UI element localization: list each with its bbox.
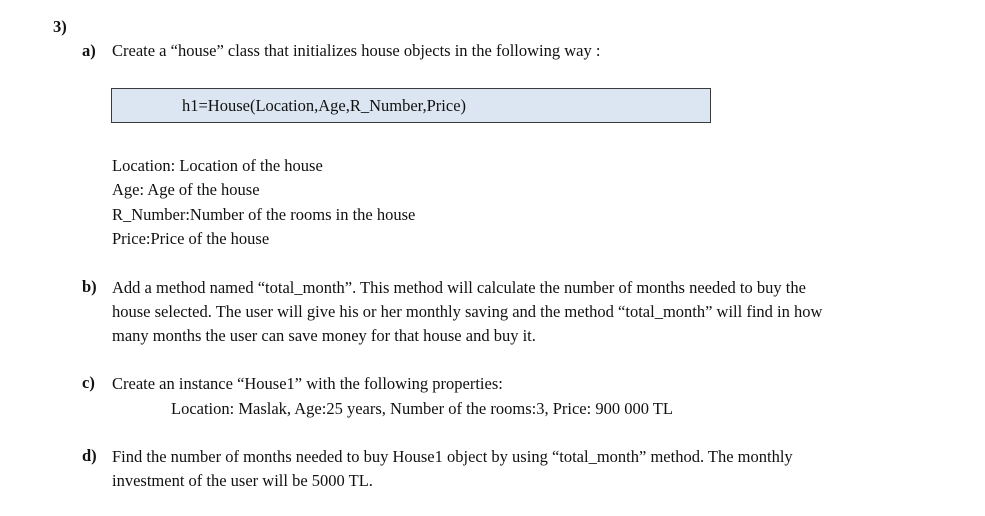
part-a-text: Create a “house” class that initializes house objects in the following way :	[112, 41, 601, 60]
part-a-marker: a)	[82, 41, 96, 60]
part-b-line-2: house selected. The user will give his or her monthly saving and the method “total_month” will find in how	[112, 302, 823, 321]
definition-age: Age: Age of the house	[112, 180, 260, 199]
question-number: 3)	[53, 17, 67, 36]
part-d-line-2: investment of the user will be 5000 TL.	[112, 471, 373, 490]
definition-location: Location: Location of the house	[112, 156, 323, 175]
definition-r-number: R_Number:Number of the rooms in the house	[112, 205, 416, 224]
part-d-marker: d)	[82, 446, 97, 465]
part-d-line-1: Find the number of months needed to buy House1 object by using “total_month” method. The monthly	[112, 447, 793, 466]
part-c-properties: Location: Maslak, Age:25 years, Number of the rooms:3, Price: 900 000 TL	[171, 399, 673, 418]
code-snippet: h1=House(Location,Age,R_Number,Price)	[182, 96, 467, 115]
part-c-text: Create an instance “House1” with the following properties:	[112, 374, 503, 393]
part-b-line-1: Add a method named “total_month”. This method will calculate the number of months needed to buy the	[112, 278, 806, 297]
definition-price: Price:Price of the house	[112, 229, 270, 248]
part-b-line-3: many months the user can save money for that house and buy it.	[112, 326, 536, 345]
part-c-marker: c)	[82, 373, 95, 392]
part-b-marker: b)	[82, 277, 97, 296]
code-box	[111, 88, 711, 123]
